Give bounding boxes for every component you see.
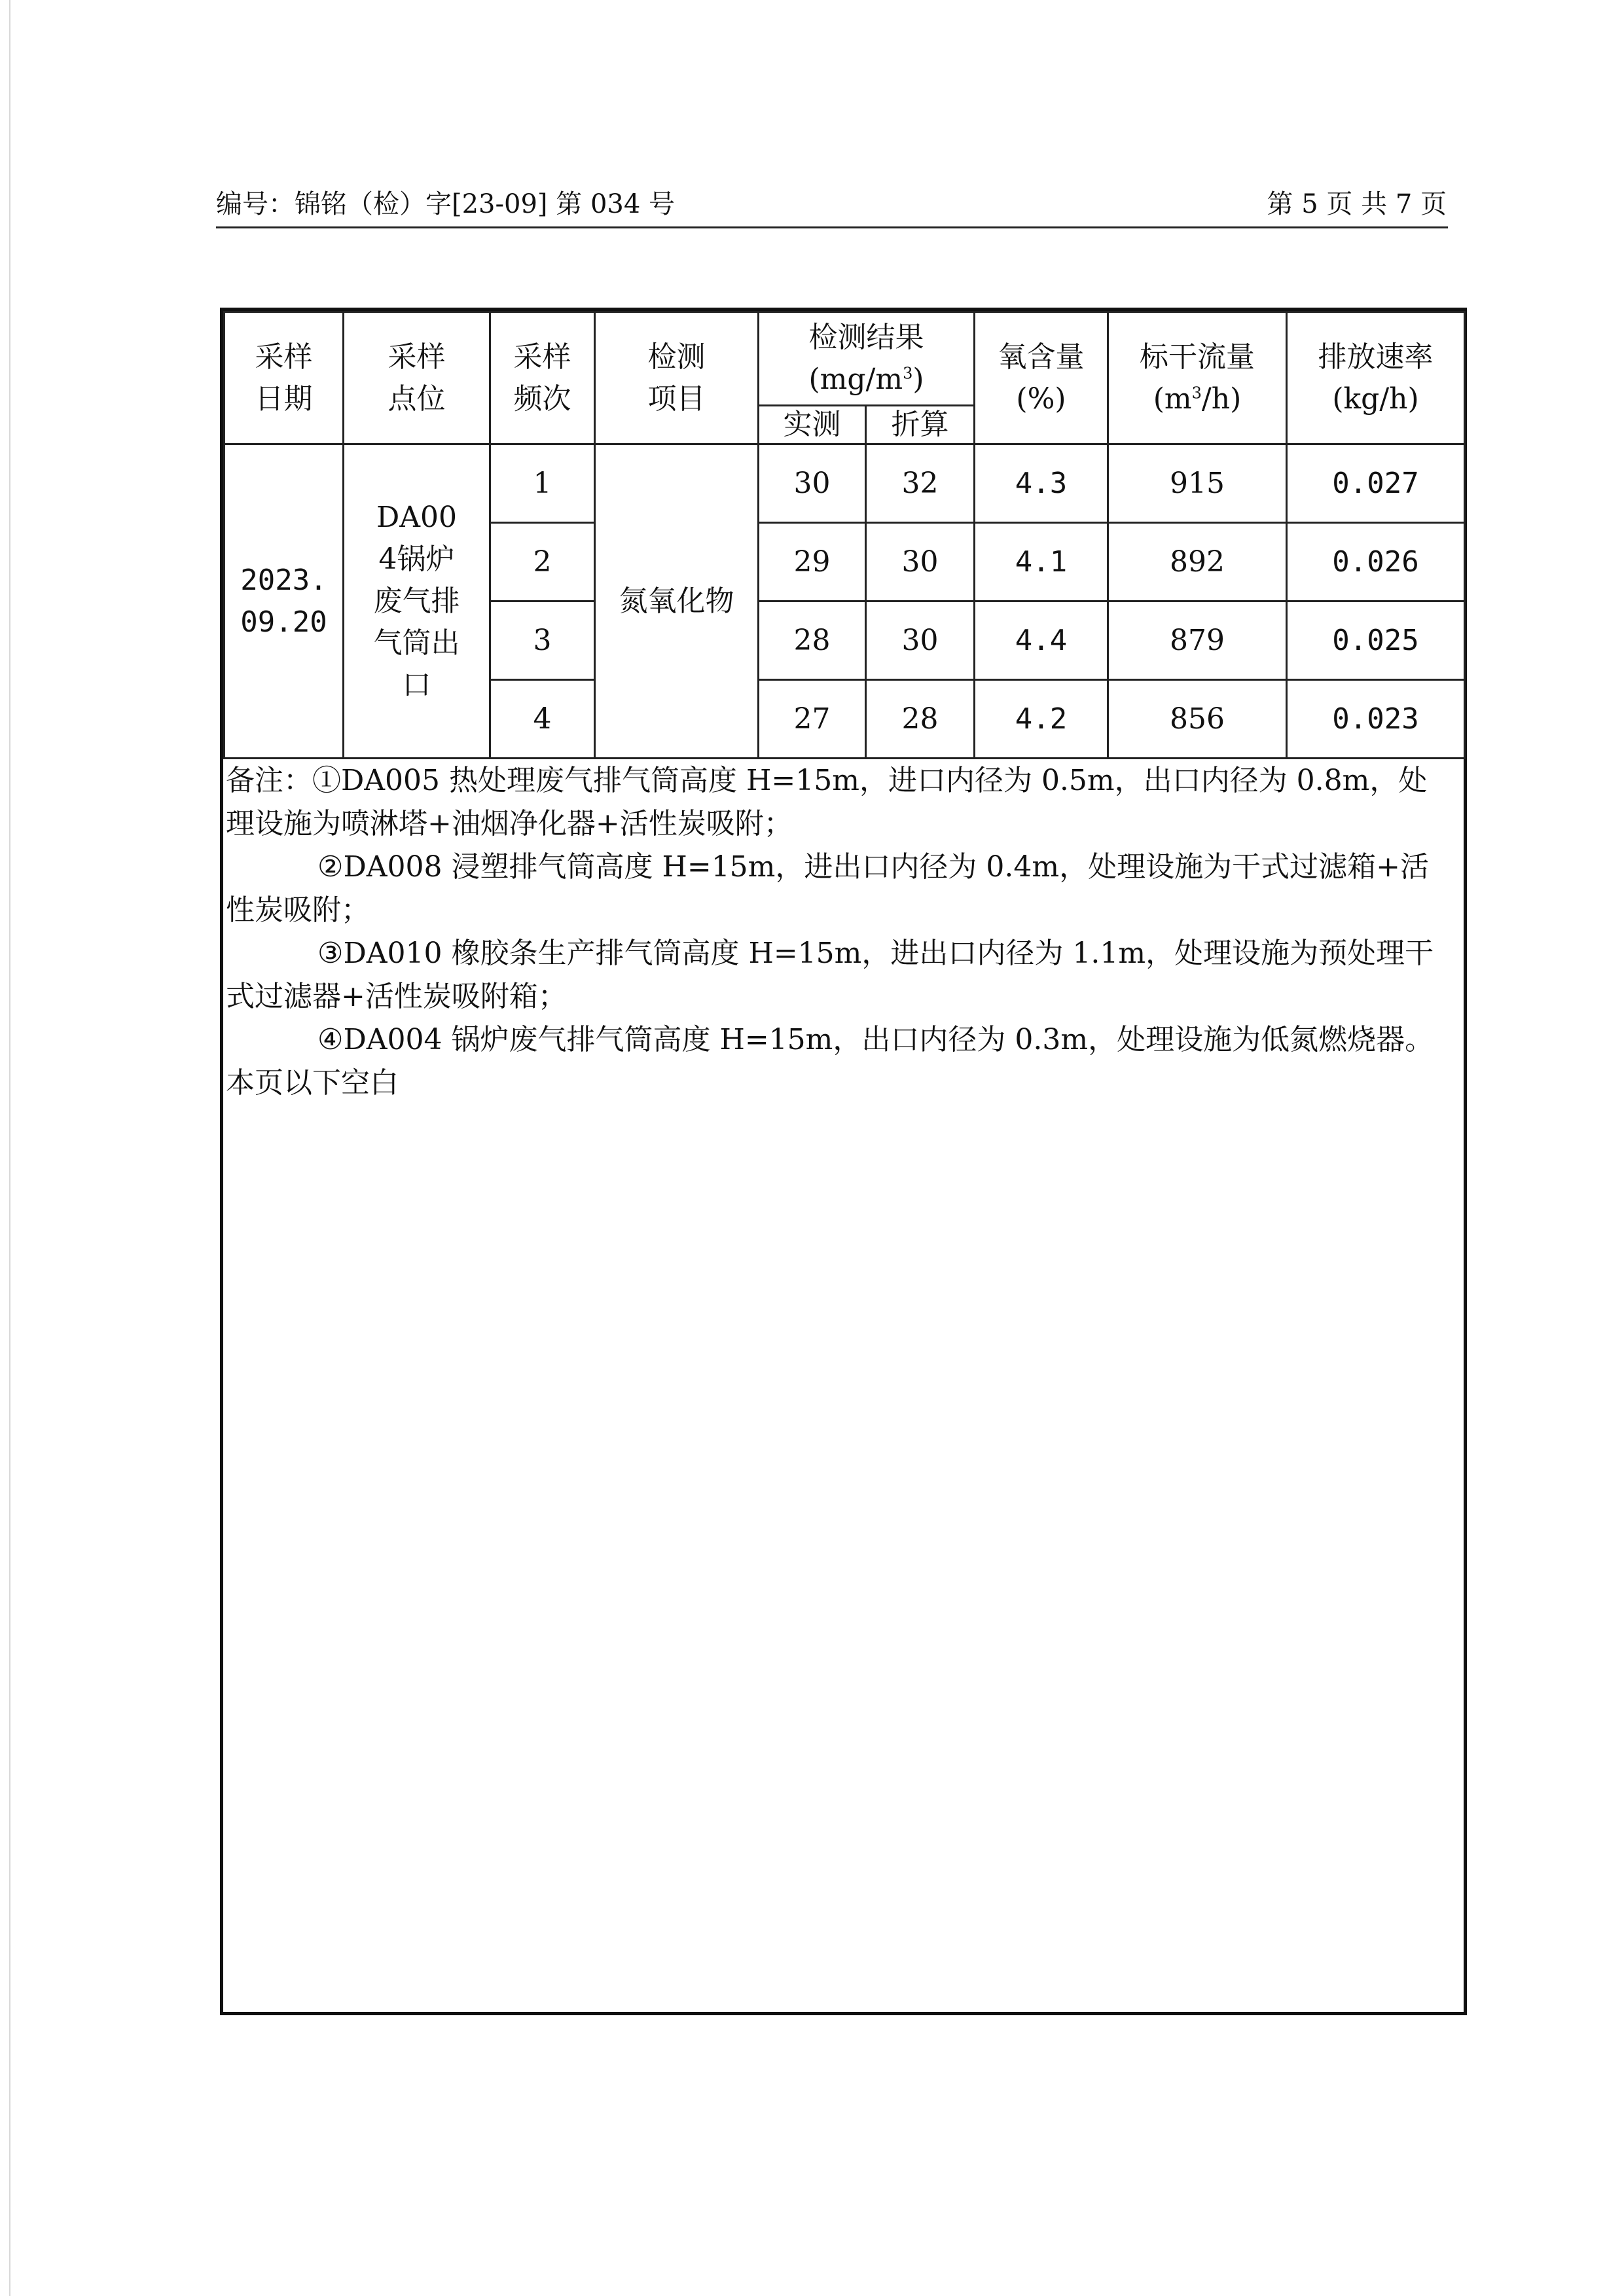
cell-frequency: 3: [490, 601, 595, 680]
header-sampling-point: 采样点位: [344, 312, 490, 444]
document-number: 编号：锦铭（检）字[23-09] 第 034 号: [216, 189, 676, 219]
cell-frequency: 1: [490, 444, 595, 523]
cell-flow: 892: [1108, 523, 1287, 601]
remark-1: 备注：①DA005 热处理废气排气筒高度 H=15m，进口内径为 0.5m，出口内径为 0.8m，处理设施为喷淋塔+油烟净化器+活性炭吸附；: [226, 764, 1428, 840]
cell-converted: 28: [866, 680, 975, 759]
remark-2: ②DA008 浸塑排气筒高度 H=15m，进出口内径为 0.4m，处理设施为干式过滤箱+活性炭吸附；: [226, 850, 1429, 927]
cell-rate: 0.026: [1287, 523, 1465, 601]
cell-converted: 32: [866, 444, 975, 523]
cell-frequency: 2: [490, 523, 595, 601]
cell-date: 2023.09.20: [225, 444, 344, 759]
remark-3: ③DA010 橡胶条生产排气筒高度 H=15m，进出口内径为 1.1m，处理设施为预处理干式过滤器+活性炭吸附箱；: [226, 937, 1434, 1013]
results-table: [223, 311, 1466, 759]
header-sampling-frequency: 采样频次: [490, 312, 595, 444]
blank-below-note: 本页以下空白: [226, 1066, 399, 1100]
cell-rate: 0.023: [1287, 680, 1465, 759]
remark-4: ④DA004 锅炉废气排气筒高度 H=15m，出口内径为 0.3m，处理设施为低氮燃烧器。: [317, 1023, 1434, 1056]
cell-oxygen: 4.1: [975, 523, 1108, 601]
page-indicator: 第 5 页 共 7 页: [1267, 189, 1447, 219]
cell-flow: 915: [1108, 444, 1287, 523]
header-standard-dry-flow: 标干流量 $(m^3/h)$: [1108, 312, 1287, 444]
header-test-result-label: 检测结果: [808, 321, 924, 354]
header-test-item: 检测项目: [595, 312, 759, 444]
header-test-result: [759, 312, 975, 406]
cell-converted: 30: [866, 601, 975, 680]
page-header: [216, 185, 1447, 224]
cell-oxygen: 4.2: [975, 680, 1108, 759]
header-converted: 折算: [866, 406, 975, 444]
scan-edge-line: [9, 0, 10, 2296]
header-emission-rate: 排放速率 (kg/h): [1287, 312, 1465, 444]
header-actual: 实测: [759, 406, 866, 444]
cell-actual: 27: [759, 680, 866, 759]
remarks-section: [226, 759, 1453, 1105]
header-test-result-unit: $(mg/m^3)$: [808, 363, 924, 396]
cell-item: 氮氧化物: [595, 444, 759, 759]
cell-actual: 28: [759, 601, 866, 680]
cell-flow: 856: [1108, 680, 1287, 759]
table-row: [225, 444, 1465, 523]
cell-point: DA004锅炉废气排气筒出口: [344, 444, 490, 759]
cell-flow: 879: [1108, 601, 1287, 680]
header-sampling-date: 采样日期: [225, 312, 344, 444]
cell-actual: 29: [759, 523, 866, 601]
cell-oxygen: 4.4: [975, 601, 1108, 680]
cell-converted: 30: [866, 523, 975, 601]
cell-frequency: 4: [490, 680, 595, 759]
header-divider: [216, 226, 1448, 228]
cell-rate: 0.025: [1287, 601, 1465, 680]
header-oxygen-content: 氧含量 (%): [975, 312, 1108, 444]
cell-oxygen: 4.3: [975, 444, 1108, 523]
cell-actual: 30: [759, 444, 866, 523]
cell-rate: 0.027: [1287, 444, 1465, 523]
